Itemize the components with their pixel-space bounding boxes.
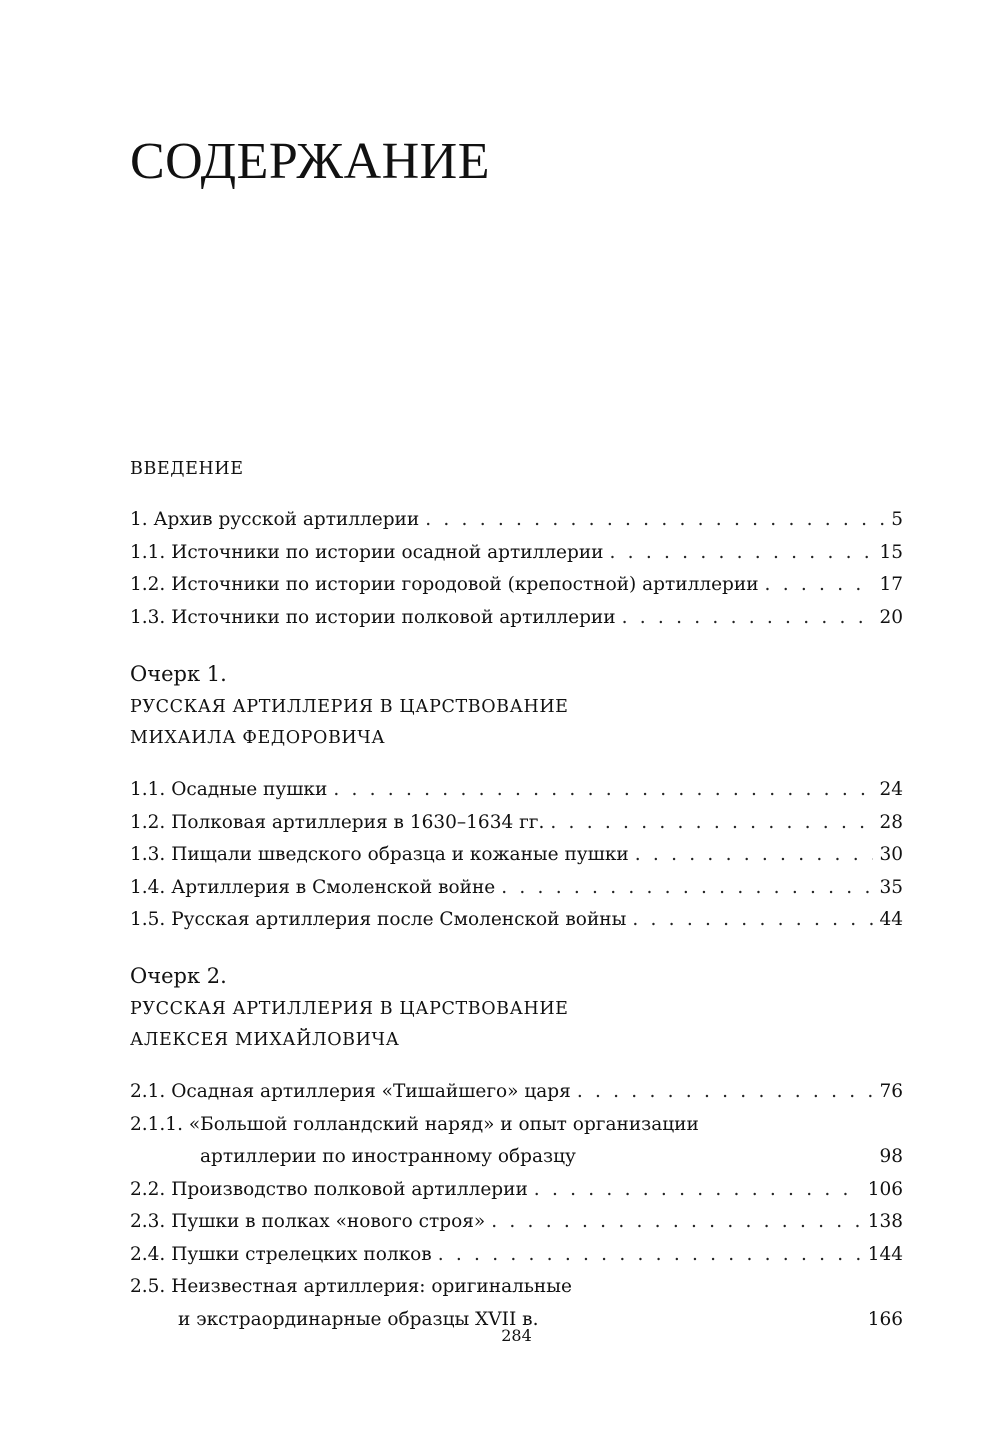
entry-title: Осадные пушки	[171, 779, 328, 800]
entry-page: 76	[879, 1081, 903, 1102]
toc-entry[interactable]	[130, 504, 903, 537]
entry-title-line2: артиллерии по иностранному образцу	[200, 1146, 576, 1167]
dot-leader	[622, 602, 874, 635]
essay-caption-line2: АЛЕКСЕЯ МИХАЙЛОВИЧА	[130, 1030, 400, 1050]
dot-leader	[438, 1239, 862, 1272]
entry-title: Пищали шведского образца и кожаные пушки	[171, 844, 629, 865]
entry-number: 1.1.	[130, 541, 172, 563]
entry-number: 1.	[130, 509, 154, 530]
toc-entry[interactable]	[130, 807, 903, 840]
intro-caption: ВВЕДЕНИЕ	[130, 459, 244, 479]
toc-entry[interactable]	[130, 839, 903, 872]
entry-page: 106	[867, 1178, 903, 1200]
essay-label: Очерк 1.	[130, 662, 227, 686]
toc-entry[interactable]	[130, 1239, 903, 1272]
entry-page: 17	[879, 574, 903, 595]
entry-number: 2.1.1.	[130, 1113, 189, 1135]
entry-title: Артиллерия в Смоленской войне	[171, 876, 496, 898]
entry-number: 1.2.	[130, 811, 172, 833]
entry-page: 5	[891, 509, 903, 530]
entry-page: 166	[867, 1308, 903, 1330]
entry-title: Источники по истории полковой артиллерии	[171, 606, 616, 628]
dot-leader	[610, 537, 874, 570]
entry-page: 30	[879, 844, 903, 865]
toc-entry[interactable]	[130, 774, 903, 807]
entry-number: 1.1.	[130, 779, 172, 800]
entry-title: Источники по истории осадной артиллерии	[171, 541, 604, 563]
page-number: 284	[501, 1326, 532, 1345]
dot-leader	[425, 504, 885, 537]
entry-number: 1.3.	[130, 844, 172, 865]
entry-title-line1: «Большой голландский наряд» и опыт организации	[188, 1113, 699, 1135]
entry-title: Источники по истории городовой (крепостной) артиллерии	[171, 574, 759, 595]
dot-leader	[635, 839, 874, 872]
entry-title-line2: и экстраординарные образцы XVII в.	[178, 1308, 539, 1330]
toc-entry[interactable]	[130, 569, 903, 602]
entry-title: Пушки в полках «нового строя»	[171, 1211, 486, 1232]
toc-entry[interactable]	[130, 1174, 903, 1207]
entry-number: 1.3.	[130, 606, 172, 628]
dot-leader	[333, 774, 873, 807]
entry-page: 98	[879, 1146, 903, 1167]
essay-caption-line1: РУССКАЯ АРТИЛЛЕРИЯ В ЦАРСТВОВАНИЕ	[130, 999, 569, 1019]
toc-entry[interactable]	[130, 904, 903, 937]
toc-entry[interactable]	[130, 1076, 903, 1109]
entry-page: 138	[867, 1211, 903, 1232]
entry-number: 1.2.	[130, 574, 172, 595]
entry-title: Пушки стрелецких полков	[171, 1243, 432, 1265]
entry-number: 2.1.	[130, 1081, 172, 1102]
essay-caption-line2: МИХАИЛА ФЕДОРОВИЧА	[130, 728, 386, 748]
entry-number: 2.4.	[130, 1243, 172, 1265]
essay-2-section	[130, 962, 903, 1336]
entry-title: Архив русской артиллерии	[153, 509, 420, 530]
entry-page: 15	[879, 541, 903, 563]
entry-number: 1.4.	[130, 876, 172, 898]
toc-entry[interactable]	[130, 872, 903, 905]
entry-page: 24	[879, 779, 903, 800]
entry-number: 1.5.	[130, 909, 172, 930]
entry-number: 2.3.	[130, 1211, 172, 1232]
entry-page: 35	[879, 876, 903, 898]
entry-page: 144	[867, 1243, 903, 1265]
page-title: СОДЕРЖАНИЕ	[130, 133, 490, 190]
dot-leader	[550, 807, 873, 840]
entry-number: 2.5.	[130, 1276, 172, 1297]
entry-page: 44	[879, 909, 903, 930]
essay-caption-line1: РУССКАЯ АРТИЛЛЕРИЯ В ЦАРСТВОВАНИЕ	[130, 697, 569, 717]
dot-leader	[632, 904, 873, 937]
toc-entry[interactable]	[130, 537, 903, 570]
entry-number: 2.2.	[130, 1178, 172, 1200]
toc-entry[interactable]	[130, 1206, 903, 1239]
dot-leader	[491, 1206, 861, 1239]
dot-leader	[534, 1174, 862, 1207]
toc-entry[interactable]	[130, 602, 903, 635]
entry-title: Осадная артиллерия «Тишайшего» царя	[171, 1081, 571, 1102]
entry-title: Полковая артиллерия в 1630–1634 гг.	[171, 811, 545, 833]
dot-leader	[765, 569, 874, 602]
intro-section	[130, 454, 903, 634]
entry-page: 20	[879, 606, 903, 628]
dot-leader	[577, 1076, 874, 1109]
essay-label: Очерк 2.	[130, 964, 227, 988]
entry-title: Русская артиллерия после Смоленской войны	[171, 909, 627, 930]
entry-title-line1: Неизвестная артиллерия: оригинальные	[171, 1276, 572, 1297]
entry-title: Производство полковой артиллерии	[171, 1178, 528, 1200]
essay-1-section	[130, 660, 903, 937]
dot-leader	[501, 872, 873, 905]
entry-page: 28	[879, 811, 903, 833]
toc-entry[interactable]	[130, 1109, 903, 1174]
